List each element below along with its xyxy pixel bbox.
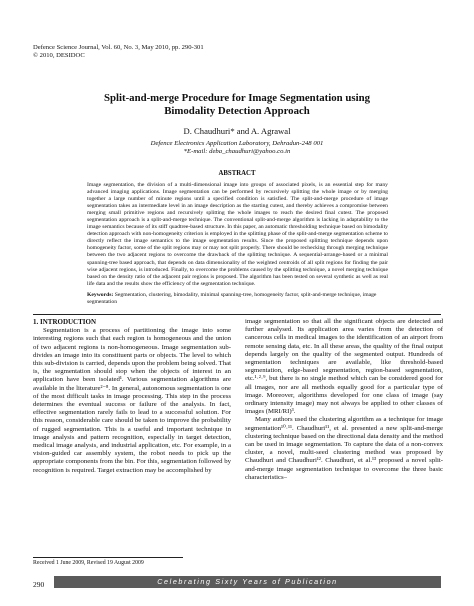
journal-copyright-line: © 2010, DESIDOC xyxy=(33,52,85,60)
left-column xyxy=(33,318,231,475)
page-number: 290 xyxy=(33,580,45,589)
right-column xyxy=(245,318,443,482)
paper-authors: D. Chaudhuri* and A. Agrawal xyxy=(183,126,291,136)
section-divider xyxy=(33,314,441,315)
keywords xyxy=(87,292,388,306)
intro-paragraph: Segmentation is a process of partitioning the image into some interesting regions such that each region is homogeneous and the union of two adjacent regions is non-homogeneous. Image segmentation sub-divides an image into its constituent parts or objects. The level to which this sub-division is carried, depends upon the problem being solved. That is, the segmentation should stop when the objects of interest in an application have been isolated¹. Various segmentation algorithms are available in the literature²⁻⁸. In general, autonomous segmentation is one of the most difficult tasks in image processing. This step in the process determines the eventual success or failure of the analysis. In fact, effective segmentation rarely fails to lead to a successful solution. For this reason, considerable care should be taken to improve the probability of rugged segmentation. This is a useful and important technique in image analysis and pattern recognition, especially in target detection, medical image analysis, and industrial application, etc. For example, in a vision-guided car assembly system, the robot needs to pick up the appropriate components from the bin. For this, segmentation followed by recognition is required. Target extraction may be accomplished by xyxy=(33,327,231,474)
abstract-text: Image segmentation, the division of a multi-dimensional image into groups of associated pixels, is an essential step for many advanced imaging applications. Image segmentation can be performed by recursively splitting the whole image or by merging together a large number of minute regions until a specified condition is satisfied. The split-and-merge procedure of image segmentation takes an intermediate level in an image description as the starting cutest, and thereby achieves a compromise between merging small primitive regions and recursively splitting the whole images to reach the desired final cutest. The proposed segmentation approach is a split-and-merge technique. The conventional split-and-merge algorithm is lacking in adaptability to the image semantics because of its stiff quadtree-based structure. In this paper, an automatic thresholding technique based on bimodality detection approach with non-homogeneity criterion is employed in the splitting phase of the split-and-merge segmentation scheme to directly reflect the image semantics to the image segmentation results. Since the proposed splitting technique depends upon homogeneity factor, some of the split regions may or may not split properly. There should be rechecking through merging technique between the two adjacent regions to overcome the drawback of the splitting technique. A sequential-arrange-based or a minimal spanning-tree based approach, that depends on data dimensionality of the weighted centroids of all split regions for finding the pair wise adjacent regions, is introduced. Finally, to overcome the problems caused by the splitting technique, a novel merging technique based on the density ratio of the adjacent pair regions is proposed. The algorithm has been tested on several synthetic as well as real life data and the results show the efficiency of the segmentation technique. xyxy=(87,182,388,287)
section-heading: 1. INTRODUCTION xyxy=(33,318,97,326)
received-date: Received 1 June 2009, Revised 19 August 2009 xyxy=(33,560,144,566)
paper-title-line-2: Bimodality Detection Approach xyxy=(164,104,310,117)
paper-title xyxy=(60,92,414,117)
footnote-rule xyxy=(33,557,183,558)
related-work-paragraph: Many authors used the clustering algorithm as a technique for image segmentation¹⁰·¹¹. Chaudhuri¹¹, et al. presented a new split-and-merge clustering technique based on the directional data density and the method can be used in image segmentation. To capture the data of a non-convex cluster, a novel, multi-seed clustering method was proposed by Chaudhuri and Chaudhuri¹². Chaudhuri, et al.¹³ proposed a novel split-and-merge image segmentation technique to overcome the three basic characteristics– xyxy=(245,416,443,481)
author-affiliation xyxy=(60,140,414,156)
abstract-heading: ABSTRACT xyxy=(218,170,256,177)
paper-title-line-1: Split-and-merge Procedure for Image Segmentation using xyxy=(103,92,370,104)
affiliation-institution: Defence Electronics Application Laboratory, Dehradun-248 001 xyxy=(150,140,324,147)
keywords-label: Keywords: xyxy=(87,292,114,298)
journal-volume-line: Defence Science Journal, Vol. 60, No. 3, May 2010, pp. 290-301 xyxy=(33,44,204,51)
keywords-text: Segmentation, clustering, bimodality, minimal spanning-tree, homogeneity factor, split-and-merge technique, image segmentation xyxy=(87,292,377,306)
footer-banner: Celebrating Sixty Years of Publication xyxy=(54,576,441,588)
intro-continued-paragraph: image segmentation so that all the significant objects are detected and further analysed. Its application area varies from the detection of cancerous cells in medical images to the identification of an airport from remote sensing data, etc. In all these areas, the quality of the final output depends largely on the quality of the segmented output. Hundreds of segmentation techniques are available, like threshold-based segmentation, edge-based segmentation, region-based segmentation, etc.¹·²·⁹, but there is no single method which can be considered good for all images, nor are all methods equally good for a particular type of image. Moreover, algorithms developed for one class of image (say ordinary intensity image) may not always be applied to other classes of images (MRI/RI)³. xyxy=(245,318,443,416)
affiliation-email: *E-mail: deba_chaudhuri@yahoo.co.in xyxy=(183,148,291,156)
journal-citation xyxy=(33,44,204,61)
